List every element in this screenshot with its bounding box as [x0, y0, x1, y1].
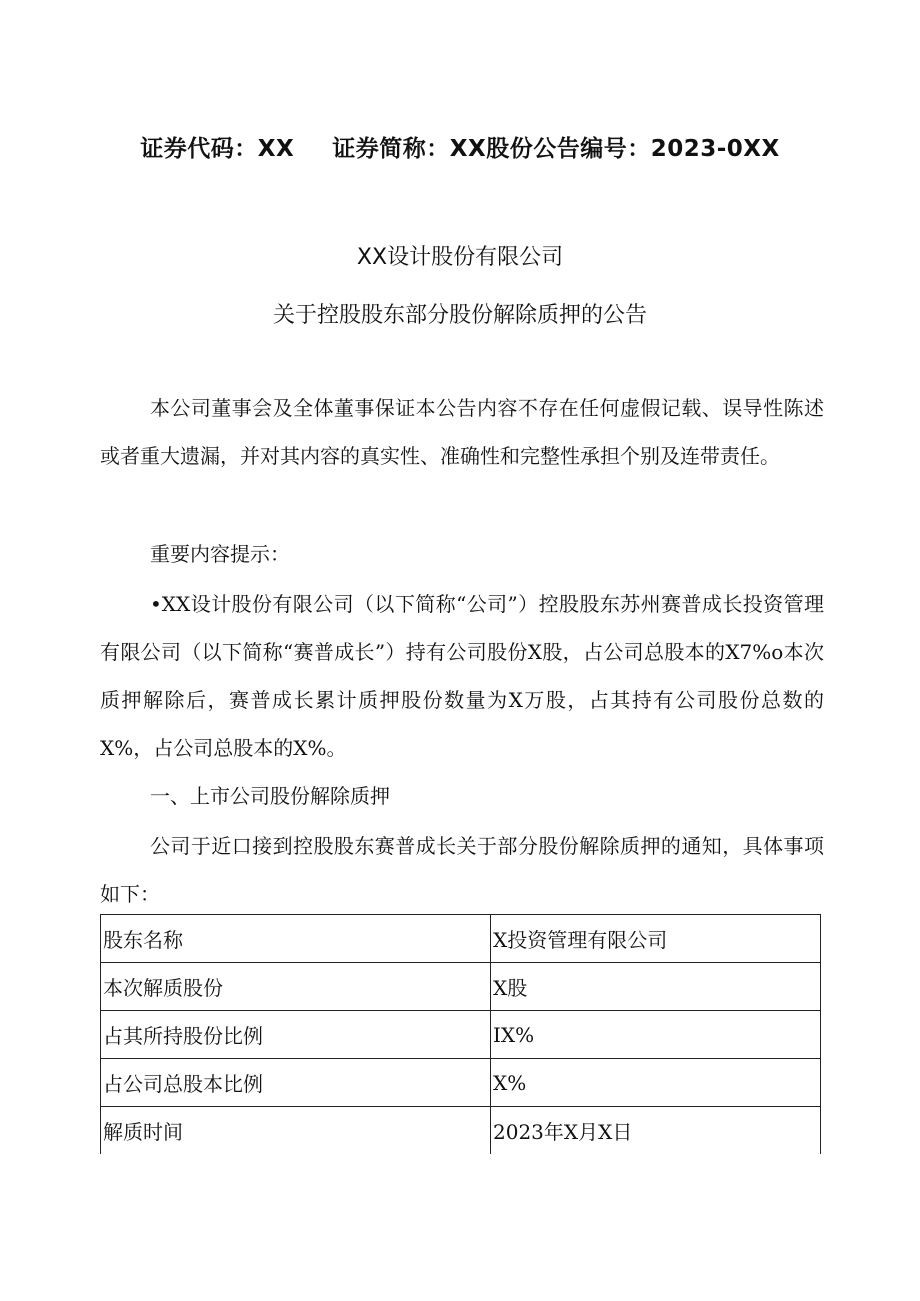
key-points-heading: 重要内容提示： — [150, 542, 290, 566]
table-label-cell: 占公司总股本比例 — [101, 1059, 491, 1107]
pledge-release-table — [100, 914, 821, 1154]
table-row — [101, 915, 821, 963]
table-value-cell: X% — [491, 1059, 821, 1107]
key-points-bullet: •XX设计股份有限公司（以下简称“公司”）控股股东苏州赛普成长投资管理有限公司（以下简称“赛普成长”）持有公司股份X股，占公司总股本的X7%o本次质押解除后，赛普成长累计质押股份数量为X万股，占其持有公司股份总数的X%，占公司总股本的X%。 — [100, 592, 824, 760]
board-statement-paragraph: 本公司董事会及全体董事保证本公告内容不存在任何虚假记载、误导性陈述或者重大遗漏，并对其内容的真实性、准确性和完整性承担个别及连带责任。 — [100, 396, 824, 468]
table-row — [101, 1107, 821, 1155]
table-row — [101, 1011, 821, 1059]
section-1-heading: 一、上市公司股份解除质押 — [150, 784, 390, 808]
table-value-cell: X股 — [491, 963, 821, 1011]
stock-code: 证券代码：XX — [140, 136, 295, 162]
table-label-cell: 股东名称 — [101, 915, 491, 963]
section-1-paragraph: 公司于近口接到控股股东赛普成长关于部分股份解除质押的通知，具体事项如下： — [100, 834, 824, 906]
table-value-cell: 2023年X月X日 — [491, 1107, 821, 1155]
table-value-cell: IX% — [491, 1011, 821, 1059]
table-row — [101, 963, 821, 1011]
table-label-cell: 解质时间 — [101, 1107, 491, 1155]
table-label-cell: 占其所持股份比例 — [101, 1011, 491, 1059]
company-name-title: XX设计股份有限公司 — [356, 245, 564, 270]
announcement-title: 关于控股股东部分股份解除质押的公告 — [272, 303, 647, 328]
table-label-cell: 本次解质股份 — [101, 963, 491, 1011]
table-row — [101, 1059, 821, 1107]
document-header — [0, 130, 920, 163]
table-value-cell: X投资管理有限公司 — [491, 915, 821, 963]
stock-abbreviation-and-notice-number: 证券简称：XX股份公告编号：2023-0XX — [332, 136, 780, 162]
